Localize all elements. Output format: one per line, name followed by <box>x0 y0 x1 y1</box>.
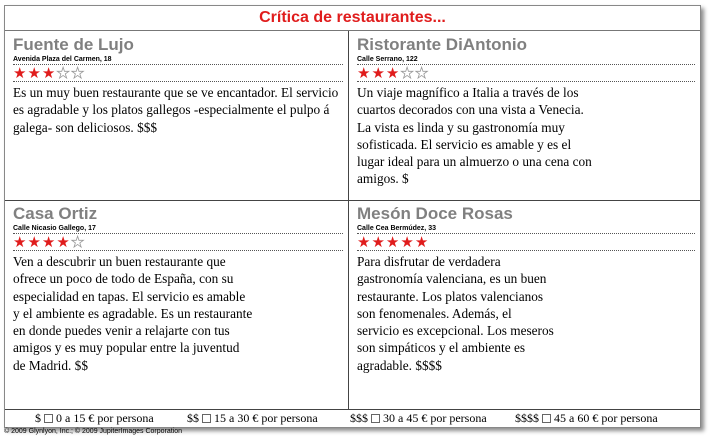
star-rating <box>13 65 343 81</box>
price-legend <box>5 410 700 427</box>
page-title: Crítica de restaurantes... <box>5 6 700 31</box>
star-filled-icon: ★ <box>357 64 372 82</box>
star-filled-icon: ★ <box>385 64 401 82</box>
price-legend-item <box>35 410 154 427</box>
restaurant-card-meson-doce-rosas <box>357 205 695 374</box>
star-filled-icon: ★ <box>357 233 372 251</box>
star-rating <box>13 234 343 250</box>
price-symbol: $ <box>35 411 41 425</box>
restaurant-name: Mesón Doce Rosas <box>357 204 513 223</box>
star-filled-icon: ★ <box>385 233 401 251</box>
checkbox-icon <box>542 414 551 423</box>
star-filled-icon: ★ <box>371 64 386 82</box>
row-divider <box>5 200 700 201</box>
price-range: 30 a 45 € por persona <box>383 411 487 425</box>
price-legend-item <box>187 410 318 427</box>
star-filled-icon: ★ <box>27 233 42 251</box>
price-symbol: $$ <box>187 411 199 425</box>
star-empty-icon: ★ <box>70 233 86 251</box>
checkbox-icon <box>202 414 211 423</box>
restaurant-name: Casa Ortiz <box>13 204 98 223</box>
star-filled-icon: ★ <box>41 64 57 82</box>
restaurant-address: Calle Serrano, 122 <box>357 56 418 63</box>
star-filled-icon: ★ <box>41 233 57 251</box>
restaurant-address: Avenida Plaza del Carmen, 18 <box>13 56 112 63</box>
star-filled-icon: ★ <box>13 233 28 251</box>
star-filled-icon: ★ <box>56 233 71 251</box>
star-empty-icon: ★ <box>414 64 430 82</box>
restaurant-name: Fuente de Lujo <box>13 35 134 54</box>
price-range: 15 a 30 € por persona <box>214 411 318 425</box>
star-filled-icon: ★ <box>371 233 386 251</box>
price-symbol: $$$$ <box>515 411 539 425</box>
star-empty-icon: ★ <box>70 64 86 82</box>
star-rating <box>357 234 695 250</box>
restaurant-card-fuente-de-lujo <box>13 36 343 136</box>
restaurant-address: Calle Cea Bermúdez, 33 <box>357 225 436 232</box>
price-range: 45 a 60 € por persona <box>554 411 658 425</box>
restaurant-address: Calle Nicasio Gallego, 17 <box>13 225 96 232</box>
star-rating <box>357 65 695 81</box>
star-filled-icon: ★ <box>13 64 28 82</box>
restaurant-name: Ristorante DiAntonio <box>357 35 527 54</box>
price-symbol: $$$ <box>350 411 368 425</box>
copyright-notice: © 2009 Glynlyon, Inc.; © 2009 JupiterImages Corporation <box>4 428 183 435</box>
price-legend-item <box>515 410 658 427</box>
star-filled-icon: ★ <box>27 64 42 82</box>
restaurant-review: Un viaje magnífico a Italia a través de los cuartos decorados con una vista a Venecia. La vista es linda y su gastronomía muy sofisticada. El servicio es amable y es el lugar ideal para un almuerzo o una cena con amigos. $ <box>357 85 592 187</box>
restaurant-review: Para disfrutar de verdadera gastronomía valenciana, es un buen restaurante. Los platos valencianos son fenomenales. Además, el servicio es excepcional. Los meseros son simpáticos y el ambiente es agradable. $$$$ <box>357 254 554 373</box>
restaurant-review: Ven a descubrir un buen restaurante que ofrece un poco de todo de España, con su especialidad en tapas. El servicio es amable y el ambiente es agradable. Es un restaurante en donde puedes venir a relajarte con tus amigos y es muy popular entre la juventud de Madrid. $$ <box>13 254 253 373</box>
column-divider <box>348 31 349 409</box>
restaurant-review: Es un muy buen restaurante que se ve encantador. El servicio es agradable y los platos gallegos -especialmente el pulpo á galega- son deliciosos. $$$ <box>13 85 339 135</box>
checkbox-icon <box>371 414 380 423</box>
star-empty-icon: ★ <box>56 64 71 82</box>
price-legend-item <box>350 410 487 427</box>
review-panel <box>4 5 701 428</box>
checkbox-icon <box>44 414 53 423</box>
star-filled-icon: ★ <box>414 233 430 251</box>
restaurant-card-casa-ortiz <box>13 205 343 374</box>
star-filled-icon: ★ <box>400 233 415 251</box>
price-range: 0 a 15 € por persona <box>56 411 154 425</box>
restaurant-card-ristorante-diantonio <box>357 36 695 188</box>
star-empty-icon: ★ <box>400 64 415 82</box>
